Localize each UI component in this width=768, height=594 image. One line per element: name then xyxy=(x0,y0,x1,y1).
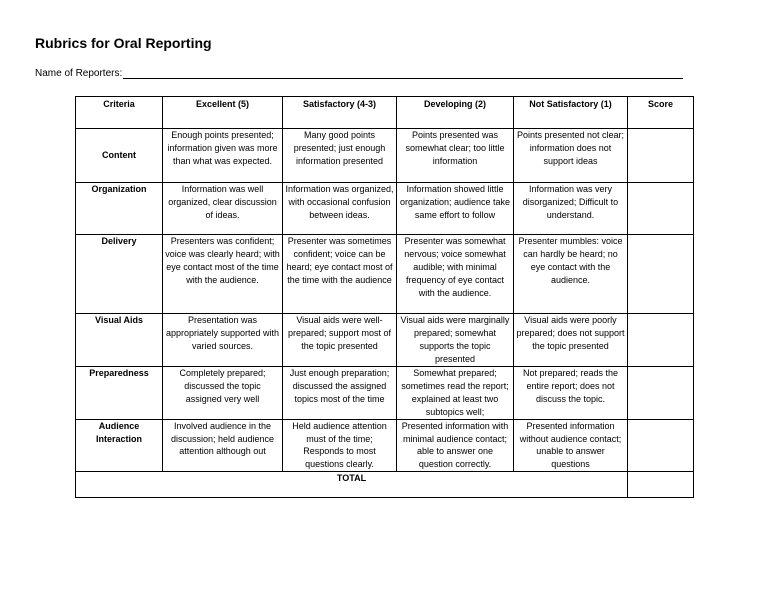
header-criteria: Criteria xyxy=(76,97,163,129)
not-satisfactory-cell: Not prepared; reads the entire report; does not discuss the topic. xyxy=(514,367,628,420)
total-row xyxy=(76,472,694,498)
reporters-blank-line xyxy=(123,68,683,79)
header-developing: Developing (2) xyxy=(397,97,514,129)
satisfactory-cell: Information was organized, with occasional confusion between ideas. xyxy=(283,183,397,235)
table-row xyxy=(76,367,694,420)
satisfactory-cell: Visual aids were well-prepared; support most of the topic presented xyxy=(283,314,397,367)
excellent-cell: Involved audience in the discussion; held audience attention although out xyxy=(163,419,283,472)
criteria-cell: Content xyxy=(76,129,163,183)
excellent-cell: Presenters was confident; voice was clearly heard; with eye contact most of the time with the audience. xyxy=(163,235,283,314)
table-row xyxy=(76,183,694,235)
criteria-cell: Visual Aids xyxy=(76,314,163,367)
excellent-cell: Enough points presented; information given was more than what was expected. xyxy=(163,129,283,183)
table-row xyxy=(76,419,694,472)
satisfactory-cell: Presenter was sometimes confident; voice can be heard; eye contact most of the time with the audience xyxy=(283,235,397,314)
header-score: Score xyxy=(628,97,694,129)
table-row xyxy=(76,129,694,183)
total-score-cell xyxy=(628,472,694,498)
rubric-table xyxy=(75,96,694,498)
developing-cell: Somewhat prepared; sometimes read the report; explained at least two subtopics well; xyxy=(397,367,514,420)
criteria-cell: Organization xyxy=(76,183,163,235)
criteria-cell: Preparedness xyxy=(76,367,163,420)
table-row xyxy=(76,235,694,314)
developing-cell: Visual aids were marginally prepared; somewhat supports the topic presented xyxy=(397,314,514,367)
header-row xyxy=(76,97,694,129)
score-cell xyxy=(628,419,694,472)
developing-cell: Points presented was somewhat clear; too little information xyxy=(397,129,514,183)
score-cell xyxy=(628,367,694,420)
satisfactory-cell: Many good points presented; just enough information presented xyxy=(283,129,397,183)
header-excellent: Excellent (5) xyxy=(163,97,283,129)
satisfactory-cell: Held audience attention must of the time; Responds to most questions clearly. xyxy=(283,419,397,472)
satisfactory-cell: Just enough preparation; discussed the assigned topics most of the time xyxy=(283,367,397,420)
not-satisfactory-cell: Information was very disorganized; Difficult to understand. xyxy=(514,183,628,235)
developing-cell: Presenter was somewhat nervous; voice somewhat audible; with minimal frequency of eye contact with the audience. xyxy=(397,235,514,314)
score-cell xyxy=(628,235,694,314)
document-title: Rubrics for Oral Reporting xyxy=(35,35,212,51)
header-not-satisfactory: Not Satisfactory (1) xyxy=(514,97,628,129)
excellent-cell: Information was well organized, clear discussion of ideas. xyxy=(163,183,283,235)
total-label: TOTAL xyxy=(76,472,628,498)
score-cell xyxy=(628,129,694,183)
developing-cell: Presented information with minimal audience contact; able to answer one question correctly. xyxy=(397,419,514,472)
criteria-cell: Delivery xyxy=(76,235,163,314)
not-satisfactory-cell: Presenter mumbles: voice can hardly be heard; no eye contact with the audience. xyxy=(514,235,628,314)
not-satisfactory-cell: Visual aids were poorly prepared; does not support the topic presented xyxy=(514,314,628,367)
not-satisfactory-cell: Presented information without audience contact; unable to answer questions xyxy=(514,419,628,472)
reporters-field xyxy=(35,68,683,79)
table-row xyxy=(76,314,694,367)
developing-cell: Information showed little organization; audience take same effort to follow xyxy=(397,183,514,235)
score-cell xyxy=(628,183,694,235)
criteria-cell: Audience Interaction xyxy=(76,419,163,472)
header-satisfactory: Satisfactory (4-3) xyxy=(283,97,397,129)
not-satisfactory-cell: Points presented not clear; information does not support ideas xyxy=(514,129,628,183)
excellent-cell: Presentation was appropriately supported with varied sources. xyxy=(163,314,283,367)
score-cell xyxy=(628,314,694,367)
reporters-label: Name of Reporters: xyxy=(35,68,123,79)
excellent-cell: Completely prepared; discussed the topic assigned very well xyxy=(163,367,283,420)
